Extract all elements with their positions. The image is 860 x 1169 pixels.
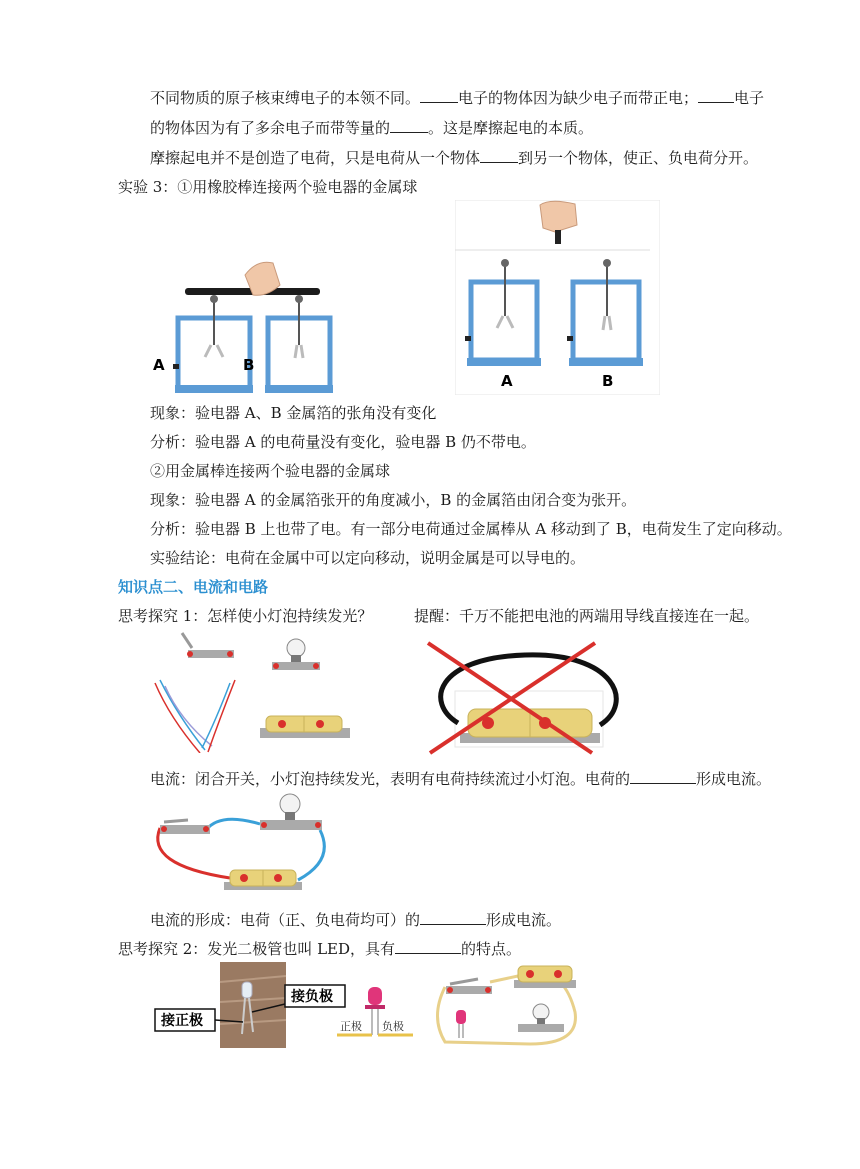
para-line-3: 摩擦起电并不是创造了电荷，只是电荷从一个物体 到另一个物体，使正、负电荷分开。: [150, 146, 758, 169]
battery-icon: [224, 870, 302, 890]
current-definition: 电流：闭合开关，小灯泡持续发光，表明有电荷持续流过小灯泡。电荷的 形成电流。: [150, 767, 771, 790]
fill-blank[interactable]: [698, 86, 734, 103]
reminder: 提醒：千万不能把电池的两端用导线直接连在一起。: [414, 607, 760, 625]
conclusion: 实验结论：电荷在金属中可以定向移动，说明金属是可以导电的。: [150, 549, 586, 567]
circuit-components-figure: [150, 628, 350, 753]
electroscope-metal-rod-figure: [455, 200, 660, 395]
bulb-icon: [260, 794, 322, 830]
short-circuit-warning-figure: [420, 633, 632, 755]
wires-icon: [155, 680, 235, 753]
electroscope-b: [265, 295, 333, 393]
experiment-3-title: 实验 3：①用橡胶棒连接两个验电器的金属球: [118, 178, 418, 196]
led-icon: [368, 987, 382, 1005]
label-a: A: [153, 356, 165, 374]
label-a: A: [501, 372, 513, 390]
led-circuit-figure: [430, 962, 590, 1050]
electroscope-rubber-rod-figure: [145, 255, 375, 395]
positive-pin-text: 正极: [340, 1020, 362, 1033]
think-1: 思考探究 1：怎样使小灯泡持续发光？: [118, 607, 373, 625]
current-formation: 电流的形成：电荷（正、负电荷均可）的 形成电流。: [150, 908, 561, 931]
switch-icon: [446, 979, 492, 994]
step-2: ②用金属棒连接两个验电器的金属球: [150, 462, 391, 480]
positive-pin-label: 接正极: [161, 1013, 203, 1029]
switch-icon: [160, 820, 210, 834]
negative-pin-text: 负极: [382, 1020, 404, 1033]
fill-blank[interactable]: [395, 937, 461, 954]
fill-blank[interactable]: [630, 767, 696, 784]
fill-blank[interactable]: [420, 908, 486, 925]
analysis-2: 分析：验电器 B 上也带了电。有一部分电荷通过金属棒从 A 移动到了 B，电荷发生了定向移动。: [150, 520, 792, 538]
battery-icon: [460, 709, 600, 743]
battery-icon: [260, 716, 350, 738]
fill-blank[interactable]: [480, 146, 518, 163]
observation-2: 现象：验电器 A 的金属箔张开的角度减小，B 的金属箔由闭合变为张开。: [150, 491, 637, 509]
fill-blank[interactable]: [420, 86, 458, 103]
analysis-1: 分析：验电器 A 的电荷量没有变化，验电器 B 仍不带电。: [150, 433, 536, 451]
negative-pin-label: 接负极: [291, 989, 333, 1005]
observation-1: 现象：验电器 A、B 金属箔的张角没有变化: [150, 404, 437, 422]
led-icon: [456, 1010, 466, 1038]
section-heading: 知识点二、电流和电路: [118, 578, 269, 596]
label-b: B: [243, 356, 255, 374]
switch-icon: [182, 633, 234, 658]
bulb-icon: [272, 639, 320, 670]
para-line-1: 不同物质的原子核束缚电子的本领不同。 电子的物体因为缺少电子而带正电； 电子: [150, 86, 764, 109]
led-diagram-figure: [335, 985, 415, 1045]
label-b: B: [602, 372, 614, 390]
complete-circuit-figure: [150, 790, 335, 895]
electroscope-a: [175, 295, 253, 393]
think-2: 思考探究 2：发光二极管也叫 LED，具有 的特点。: [118, 937, 521, 960]
battery-icon: [514, 966, 576, 988]
para-line-2: 的物体因为有了多余电子而带等量的 。这是摩擦起电的本质。: [150, 116, 593, 139]
bulb-icon: [518, 1004, 564, 1032]
metal-rod-tip: [555, 230, 561, 244]
fill-blank[interactable]: [390, 116, 428, 133]
